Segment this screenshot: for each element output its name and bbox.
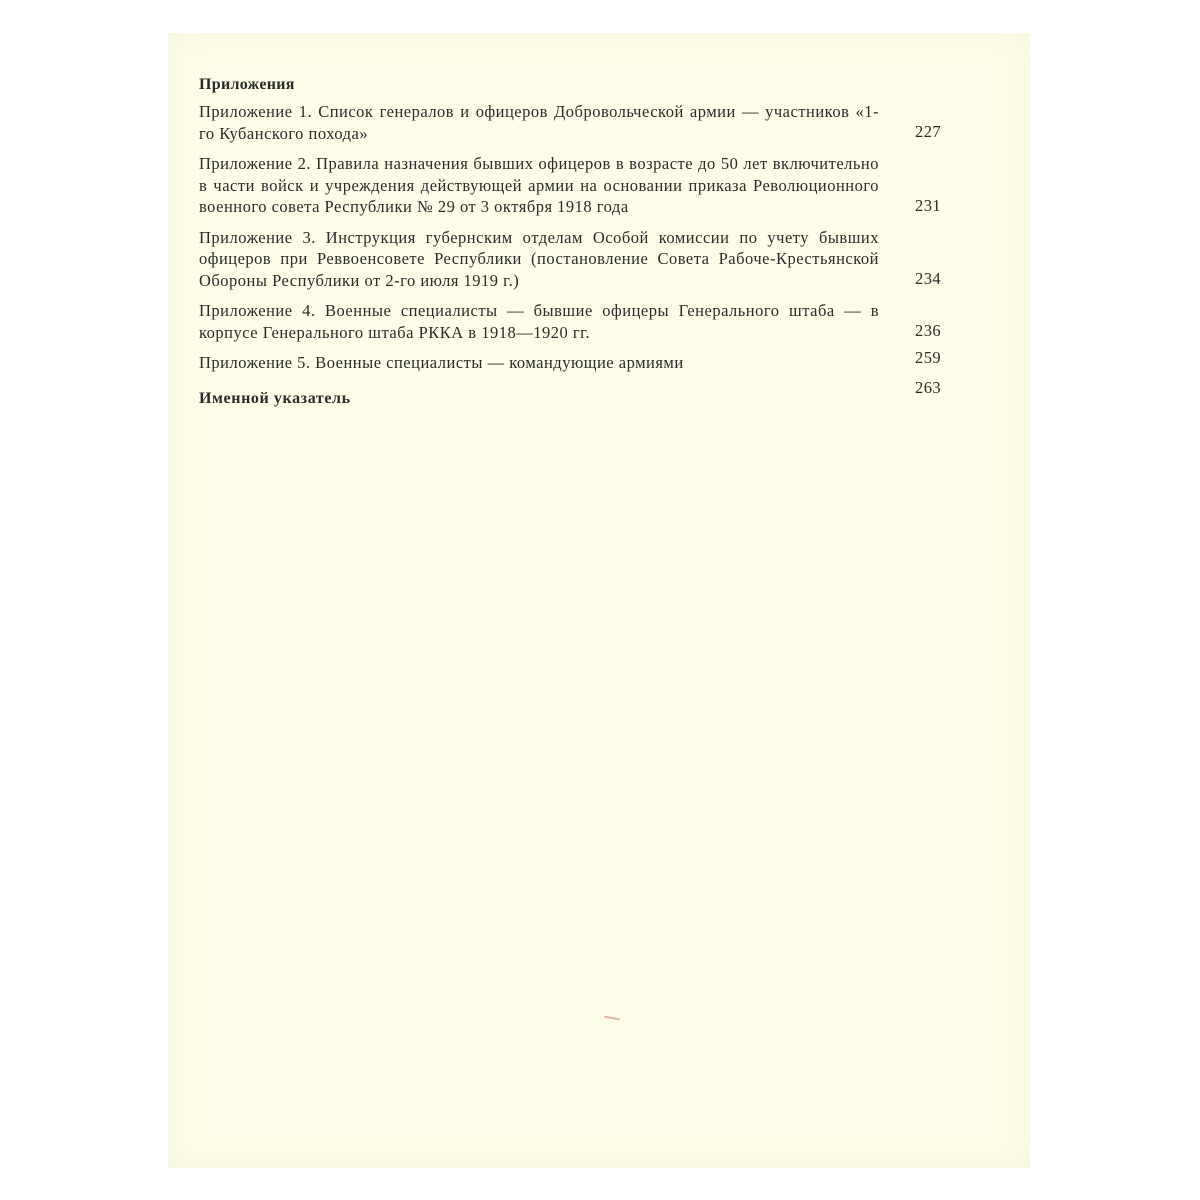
toc-entry-page-number: 236	[915, 321, 941, 340]
toc-entry-text: Приложение 4. Военные специалисты — бывшие офицеры Генерального штаба — в корпусе Генерального штаба РККА в 1918—1920 гг.	[199, 301, 879, 342]
name-index-page-number: 263	[915, 377, 941, 397]
toc-entry-page-number: 234	[915, 269, 941, 288]
toc-entry-page-number: 259	[915, 347, 941, 367]
section-heading: Приложения	[199, 76, 295, 93]
toc-entry-text: Приложение 1. Список генералов и офицеров Добровольческой армии — участников «1-го Кубанского похода»	[199, 102, 879, 143]
name-index-label: Именной указатель	[199, 389, 351, 407]
toc-entry-appendix-2	[199, 153, 941, 218]
toc-entry-appendix-5	[199, 347, 941, 374]
toc-entry-name-index	[199, 377, 941, 408]
paper-speck	[604, 1016, 620, 1021]
book-page	[168, 33, 1030, 1168]
toc-entry-appendix-1	[199, 101, 941, 144]
toc-entry-appendix-4	[199, 300, 941, 343]
toc-entry-appendix-3	[199, 227, 941, 292]
toc-entry-text: Приложение 2. Правила назначения бывших офицеров в возрасте до 50 лет включительно в части войск и учреждения действующей армии на основании приказа Революционного военного совета Республики № 29 от 3 октября 1918 года	[199, 154, 879, 216]
toc-entry-page-number: 231	[915, 195, 941, 215]
toc-entry-text: Приложение 5. Военные специалисты — командующие армиями	[199, 353, 684, 372]
toc-entry-text: Приложение 3. Инструкция губернским отделам Особой комиссии по учету бывших офицеров при Реввоенсовете Республики (постановление Совета Рабоче-Крестьянской Обороны Республики от 2-го июля 1919 г.)	[199, 227, 879, 290]
table-of-contents	[199, 76, 941, 408]
toc-entry-page-number: 227	[915, 122, 941, 141]
